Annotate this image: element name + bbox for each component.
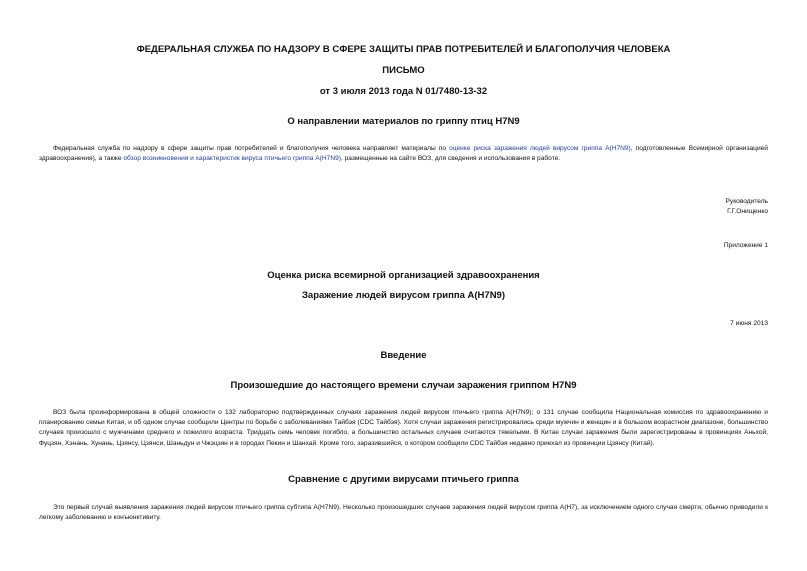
virus-overview-link[interactable]: обзор возникновения и характеристик вируса птичьего гриппа A(H7N9) bbox=[123, 155, 341, 163]
intro-heading: Введение bbox=[380, 350, 427, 361]
cases-paragraph: ВОЗ была проинформирована в общей сложности о 132 лабораторно подтвержденных случаях заражения людей вирусом птичьего гриппа A(H7N9); о 131 случае сообщила Национальная комиссия по здравоохранению и планированию семьи Китая, и об одном случае сообщили Центры по борьбе с заболеваниями Тайбэя (CDC Тайбэя). Хотя случаи заражения регистрировались среди мужчин и женщин и в большом возрастном диапазоне, большинство случаев произошло с мужчинами среднего и пожилого возраста. Тридцать семь человек погибло, а большинство остальных случаев считаются тяжелыми. В Китае случаи заражения были зарегистрированы в провинциях Аньхой, Фуцзян, Хэнань, Хунань, Цзянсу, Цзянси, Шаньдун и Чжэцзян и в городах Пекин и Шанхай. Кроме того, заразившийся, о котором сообщили CDC Тайбэя недавно приехал из провинции Цзянсу (Китай). bbox=[39, 409, 768, 447]
risk-assessment-link[interactable]: оценке риска заражения людей вирусом гриппа A(H7N9) bbox=[449, 145, 631, 152]
signature-block bbox=[726, 197, 768, 217]
document-subject: О направлении материалов по гриппу птиц H7N9 bbox=[287, 116, 520, 127]
comparison-heading: Сравнение с другими вирусами птичьего гриппа bbox=[288, 474, 519, 485]
document-type: ПИСЬМО bbox=[382, 65, 425, 76]
intro-paragraph bbox=[39, 144, 768, 164]
intro-text-2: , подготовленные Всемирной организацией здравоохранения), а также bbox=[39, 145, 768, 163]
appendix-label: Приложение 1 bbox=[723, 242, 768, 249]
appendix-date: 7 июня 2013 bbox=[730, 320, 768, 327]
intro-text-1: Федеральная служба по надзору в сфере защиты прав потребителей и благополучия человека направляет материалы по bbox=[53, 145, 450, 152]
signature-name: Г.Г.Онищенко bbox=[727, 208, 768, 215]
appendix-title: Оценка риска всемирной организацией здравоохранения bbox=[267, 270, 540, 281]
agency-title: ФЕДЕРАЛЬНАЯ СЛУЖБА ПО НАДЗОРУ В СФЕРЕ ЗАЩИТЫ ПРАВ ПОТРЕБИТЕЛЕЙ И БЛАГОПОЛУЧИЯ ЧЕЛОВЕКА bbox=[136, 44, 671, 55]
document-date-number: от 3 июля 2013 года N 01/7480-13-32 bbox=[319, 86, 488, 97]
intro-text-3: , размещенные на сайте ВОЗ, для сведения и использования в работе. bbox=[340, 155, 561, 163]
signature-title: Руководитель bbox=[725, 198, 768, 205]
appendix-subtitle: Заражение людей вирусом гриппа A(H7N9) bbox=[301, 290, 506, 301]
cases-heading: Произошедшие до настоящего времени случаи заражения гриппом H7N9 bbox=[230, 380, 577, 391]
comparison-paragraph: Это первый случай выявления заражения людей вирусом птичьего гриппа субтипа A(H7N9). Несколько произошедших случаев заражения людей вирусом гриппа A(H7), за исключением одного случая смерти, обычно приводили к легкому заболеванию и конъюнктивиту. bbox=[39, 504, 768, 522]
